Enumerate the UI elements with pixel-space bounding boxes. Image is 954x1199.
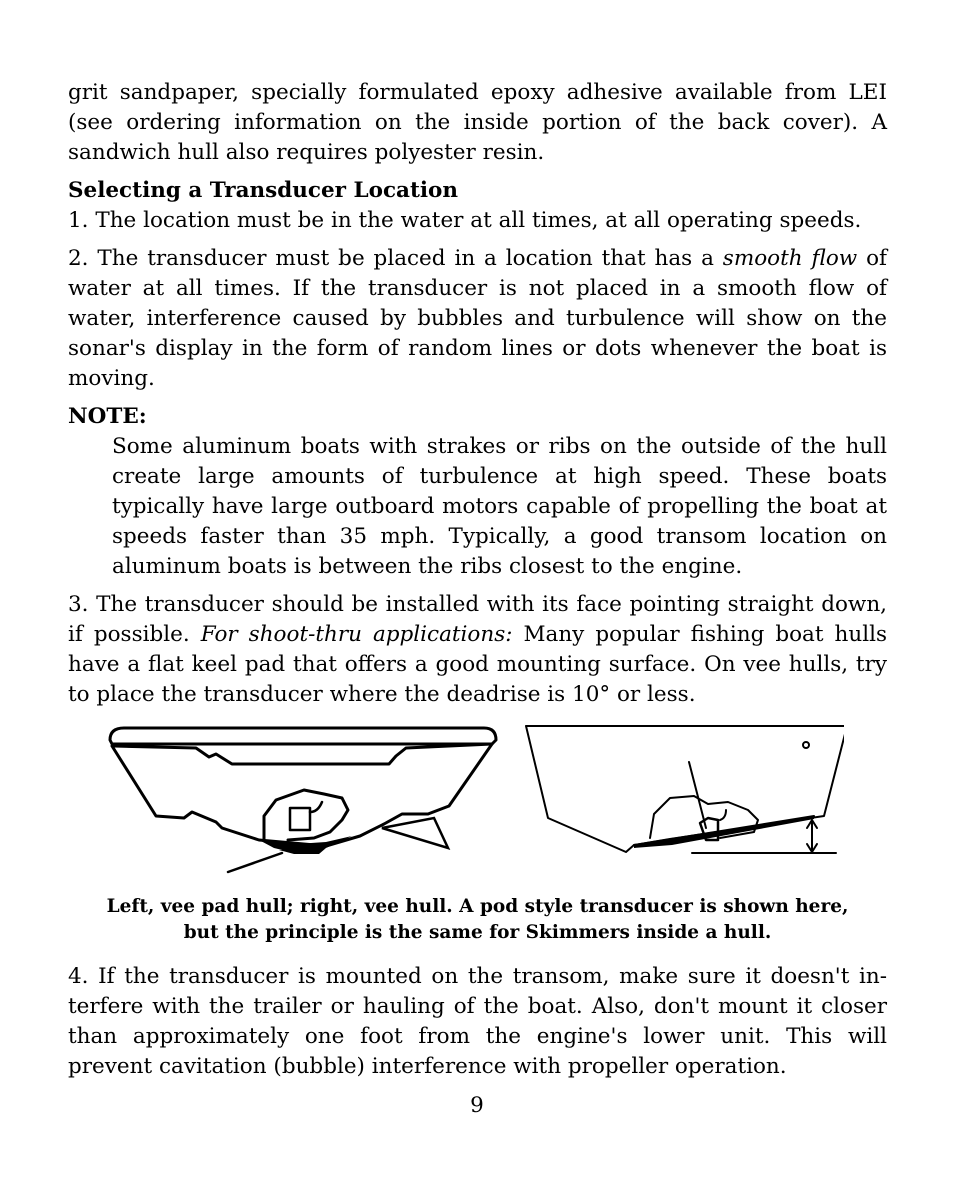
paragraph-item-3 <box>68 590 887 710</box>
figure-caption <box>68 894 887 946</box>
paragraph-intro: grit sandpaper, specially formulated epoxy adhesive available from LEI (see ordering information on the inside portion of the back cover). A sandwich hull also requires polyester resin. <box>68 80 887 165</box>
page-number: 9 <box>470 1093 484 1118</box>
caption-line-2: but the principle is the same for Skimmers inside a hull. <box>183 922 772 943</box>
paragraph-item-4: 4. If the transducer is mounted on the transom, make sure it doesn't in-terfere with the trailer or hauling of the boat. Also, don't mount it closer than approximately one foot from the engine's lower unit. This will prevent cavitation (bubble) interference with propeller operation. <box>68 964 887 1079</box>
paragraph-item-1: 1. The location must be in the water at all times, at all operating speeds. <box>68 208 862 233</box>
paragraph-item-2 <box>68 244 887 394</box>
vee-hull-illustration <box>522 720 844 880</box>
section-heading: Selecting a Transducer Location <box>68 178 459 203</box>
paragraph-item-2-text-b: of water at all times. If the transducer is not placed in a smooth flow of water, interference caused by bubbles and turbulence will show on the sonar's display in the form of random lines or dots whenever the boat is moving. <box>68 246 887 391</box>
paragraph-item-2-text-a: 2. The transducer must be placed in a location that has a <box>68 246 723 271</box>
paragraph-item-3-text-a: 3. The transducer should be installed with its face pointing straight down, if possible. <box>68 592 887 647</box>
paragraph-item-2-emphasis: smooth flow <box>722 246 858 271</box>
paragraph-item-3-emphasis: For shoot-thru applications: <box>200 622 513 647</box>
note-label: NOTE: <box>68 404 147 429</box>
hull-figure <box>68 720 887 880</box>
caption-line-1: Left, vee pad hull; right, vee hull. A pod style transducer is shown here, <box>106 896 849 917</box>
vee-pad-hull-illustration <box>104 720 504 880</box>
note-body: Some aluminum boats with strakes or ribs on the outside of the hull create large amounts of turbulence at high speed. These boats typically have large outboard motors capable of propelling the boat at speeds faster than 35 mph. Typically, a good transom location on aluminum boats is between the ribs closest to the engine. <box>112 434 887 579</box>
paragraph-item-3-text-b: Many popular fishing boat hulls have a flat keel pad that offers a good mounting surface. On vee hulls, try to place the transducer where the deadrise is 10° or less. <box>68 622 887 707</box>
document-page <box>68 78 887 1082</box>
